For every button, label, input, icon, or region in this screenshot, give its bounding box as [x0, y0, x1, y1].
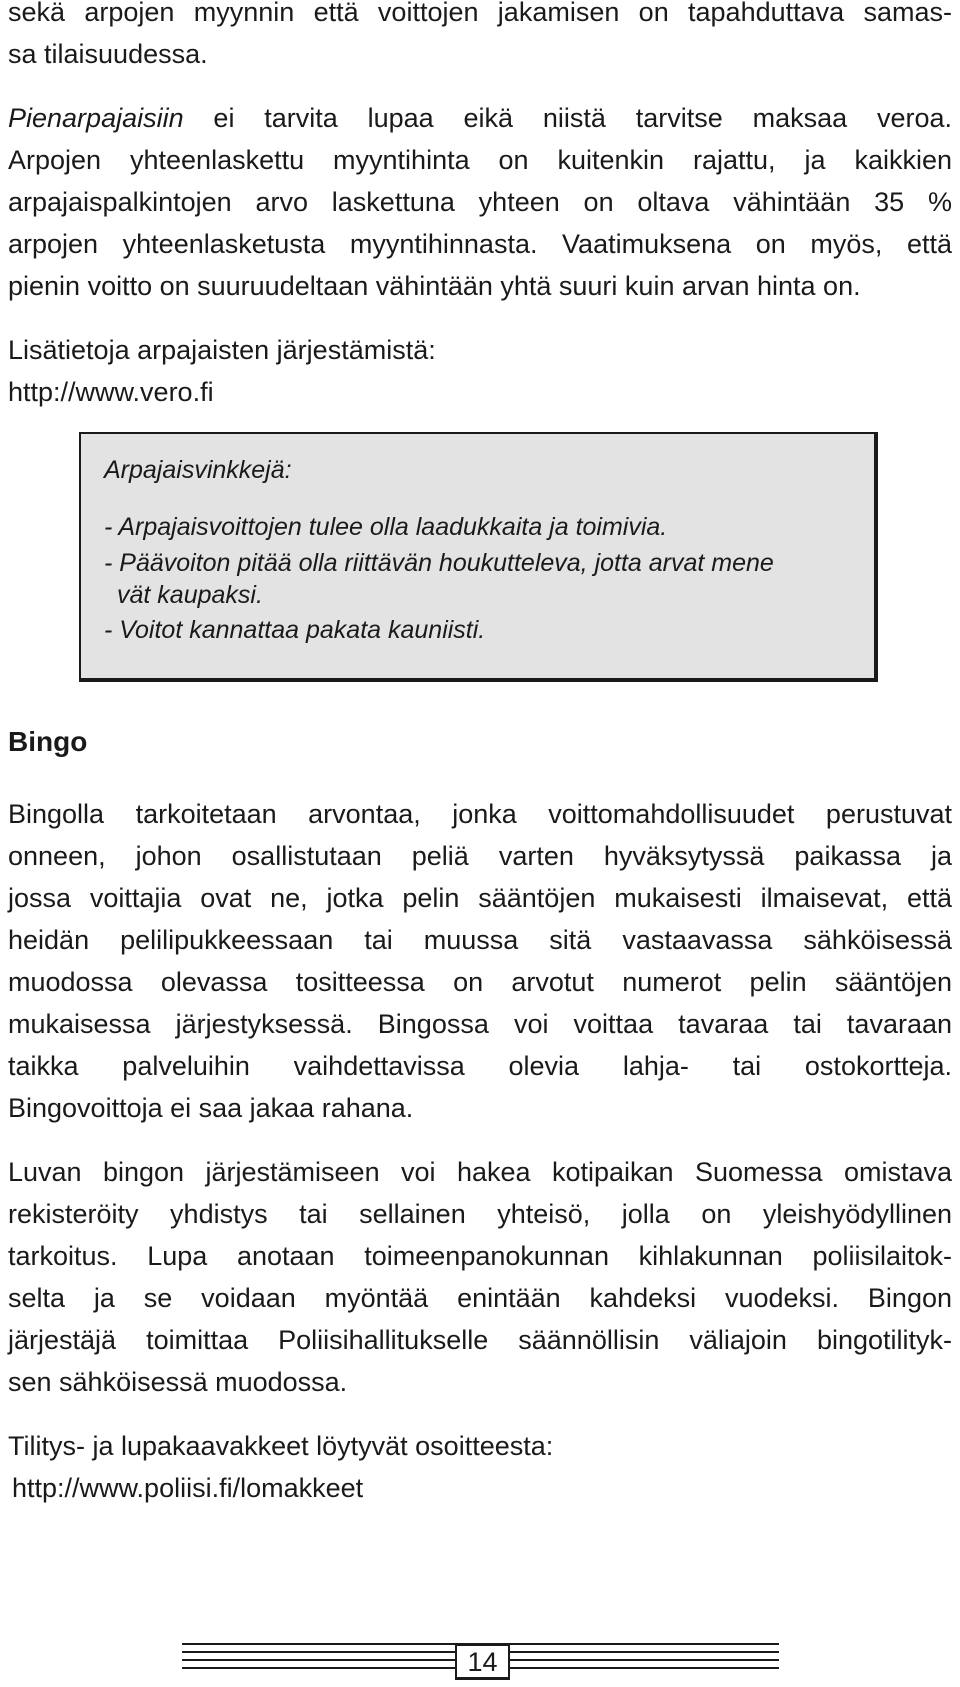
bingo-para2-line-2: rekisteröity yhdistys tai sellainen yhteisö, jolla on yleishyödyllinen [8, 1199, 952, 1229]
footer-rule-right-2 [509, 1659, 779, 1661]
footer-rule-left-2 [182, 1659, 456, 1661]
tip-item-quality: - Arpajaisvoittojen tulee olla laadukkaita ja toimivia. [104, 513, 668, 541]
small-lotteries-line-1 [8, 98, 952, 138]
bingo-para2-line-6: sen sähköisessä muodossa. [8, 1367, 348, 1397]
bingo-para2-line-5: järjestäjä toimittaa Poliisihallitukselle säännöllisin väliajoin bingotilityk- [8, 1325, 952, 1355]
more-info-label: Lisätietoja arpajaisten järjestämistä: [8, 335, 436, 365]
bingo-para1-line-4: heidän pelilipukkeessaan tai muussa sitä vastaavassa sähköisessä [8, 925, 952, 955]
footer-rule-right-1 [509, 1651, 779, 1653]
bingo-para1-line-3: jossa voittajia ovat ne, jotka pelin sääntöjen mukaisesti ilmaisevat, että [8, 883, 952, 913]
footer-rule-right-3 [509, 1667, 779, 1669]
footer-rule-left-3 [182, 1667, 456, 1669]
page-number: 14 [455, 1644, 510, 1680]
bingo-para2-line-3: tarkoitus. Lupa anotaan toimeenpanokunnan kihlakunnan poliisilaitok- [8, 1241, 952, 1271]
small-lotteries-lead-rest: ei tarvita lupaa eikä niistä tarvitse maksaa veroa. [183, 103, 952, 133]
bingo-para2-line-1: Luvan bingon järjestämiseen voi hakea kotipaikan Suomessa omistava [8, 1157, 952, 1187]
small-lotteries-line-5: pienin voitto on suuruudeltaan vähintään yhtä suuri kuin arvan hinta on. [8, 271, 861, 301]
section-heading-bingo: Bingo [8, 726, 88, 757]
bingo-para2-line-4: selta ja se voidaan myöntää enintään kahdeksi vuodeksi. Bingon [8, 1283, 952, 1313]
bingo-para1-line-7: taikka palveluihin vaihdettavissa olevia lahja- tai ostokortteja. [8, 1051, 952, 1081]
more-info-url[interactable]: http://www.vero.fi [8, 377, 214, 407]
tip-item-wrapping: - Voitot kannattaa pakata kauniisti. [104, 616, 486, 644]
intro-line-1: sekä arpojen myynnin että voittojen jakamisen on tapahduttava samas- [8, 0, 952, 27]
small-lotteries-term: Pienarpajaisiin [8, 103, 184, 133]
tip-item-main-prize-cont: vät kaupaksi. [117, 581, 263, 609]
bingo-para1-line-2: onneen, johon osallistutaan peliä varten hyväksytyssä paikassa ja [8, 841, 952, 871]
tips-box-title: Arpajaisvinkkejä: [104, 456, 292, 484]
tip-item-main-prize: - Päävoiton pitää olla riittävän houkutteleva, jotta arvat mene [104, 549, 774, 577]
bingo-para1-line-6: mukaisessa järjestyksessä. Bingossa voi voittaa tavaraa tai tavaraan [8, 1009, 952, 1039]
forms-url[interactable]: http://www.poliisi.fi/lomakkeet [12, 1473, 364, 1503]
forms-label: Tilitys- ja lupakaavakkeet löytyvät osoitteesta: [8, 1431, 554, 1461]
footer-rule-left-1 [182, 1651, 456, 1653]
bingo-para1-line-5: muodossa olevassa tositteessa on arvotut numerot pelin sääntöjen [8, 967, 952, 997]
small-lotteries-line-3: arpajaispalkintojen arvo laskettuna yhteen on oltava vähintään 35 % [8, 187, 952, 217]
small-lotteries-line-2: Arpojen yhteenlaskettu myyntihinta on kuitenkin rajattu, ja kaikkien [8, 145, 952, 175]
bingo-para1-line-1: Bingolla tarkoitetaan arvontaa, jonka voittomahdollisuudet perustuvat [8, 799, 952, 829]
bingo-para1-line-8: Bingovoittoja ei saa jakaa rahana. [8, 1093, 414, 1123]
intro-line-2: sa tilaisuudessa. [8, 39, 208, 69]
tips-box [79, 432, 878, 682]
small-lotteries-line-4: arpojen yhteenlasketusta myyntihinnasta. Vaatimuksena on myös, että [8, 229, 952, 259]
